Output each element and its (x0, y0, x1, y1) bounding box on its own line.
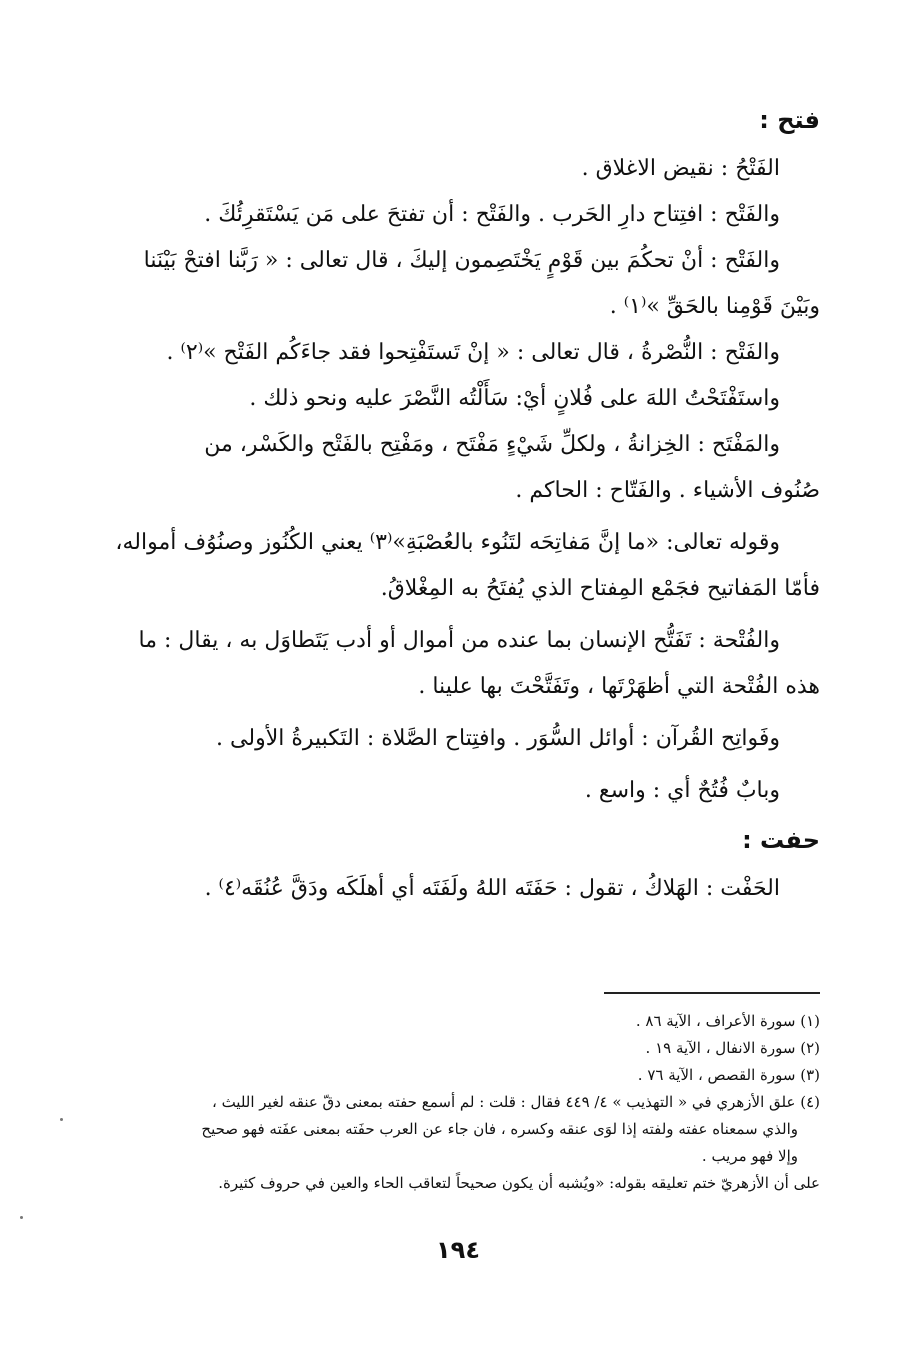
definition-line: والفَتْح : افتِتاح دارِ الحَرب . والفَتْح : أن تفتحَ على مَن يَسْتَقرِئُكَ . (204, 202, 780, 227)
definition-line: والفَتْح : أنْ تحكُمَ بين قَوْمٍ يَخْتَصِمون إليكَ ، قال تعالى : « رَبَّنا افتحْ بَيْنَنا (143, 248, 780, 273)
page-number: ١٩٤ (436, 1236, 480, 1264)
entry-heading-haft: حفت : (742, 826, 820, 854)
definition-line-continued: وبَيْنَ قَوْمِنا بالحَقِّ »⁽١⁾ . (609, 294, 820, 319)
definition-line: وفَواتِح القُرآن : أوائل السُّوَر . وافتِتاح الصَّلاة : التَكبيرةُ الأولى . (216, 726, 780, 751)
main-text (88, 100, 820, 912)
footnote-2: (٢) سورة الانفال ، الآية ١٩ . (645, 1039, 820, 1057)
footnotes (86, 1008, 820, 1197)
definition-line: والفُتْحة : تَفَتُّح الإنسان بما عنده من أموال أو أدب يَتَطاوَل به ، يقال : ما (138, 628, 780, 653)
footnote-divider (604, 992, 820, 994)
definition-line: الحَفْت : الهَلاكُ ، تقول : حَفَتَه اللهُ ولَفَتَه أي أهلَكَه ودَقَّ عُنُقَه⁽٤⁾ . (204, 876, 780, 901)
definition-line: وبابٌ فُتُحٌ أي : واسع . (584, 778, 780, 803)
footnote-4-continued: على أن الأزهريّ ختم تعليقه بقوله: «ويُشبه أن يكون صحيحاً لتعاقب الحاء والعين في حروف كثيرة. (218, 1174, 820, 1192)
scan-speck (20, 1216, 23, 1219)
definition-line: والفَتْح : النُّصْرةُ ، قال تعالى : « إنْ تَستَفْتِحوا فقد جاءَكُم الفَتْح »⁽٢⁾ . (166, 340, 780, 365)
entry-heading-fath: فتح : (759, 106, 820, 134)
definition-line-continued: صُنُوف الأشياء . والفَتّاح : الحاكم . (515, 478, 820, 503)
footnote-1: (١) سورة الأعراف ، الآية ٨٦ . (635, 1012, 820, 1030)
definition-line-continued: هذه الفُتْحة التي أظهَرْتَها ، وتَفَتَّحْتَ بها علينا . (418, 674, 820, 699)
definition-line: وقوله تعالى: «ما إنَّ مَفاتِحَه لتَنُوء بالعُصْبَةِ»⁽٣⁾ يعني الكُنُوز وصنُوُف أمواله، (115, 530, 780, 555)
definition-line: الفَتْحُ : نقيض الاغلاق . (581, 156, 780, 181)
footnote-4: (٤) علق الأزهري في « التهذيب » ٤/ ٤٤٩ فقال : قلت : لم أسمع حفته بمعنى دقّ عنقه لغير الليث ، (211, 1093, 820, 1111)
definition-line-continued: فأمّا المَفاتيح فجَمْع المِفتاح الذي يُفتَحُ به المِغْلاقُ. (380, 576, 820, 601)
definition-line: واستَفْتَحْتُ اللهَ على فُلانٍ أيْ: سَأَلْتُه النَّصْرَ عليه ونحو ذلك . (249, 386, 780, 411)
footnote-4-continued: وإلا فهو مريب . (701, 1147, 798, 1165)
footnote-3: (٣) سورة القصص ، الآية ٧٦ . (637, 1066, 820, 1084)
footnote-4-continued: والذي سمعناه عفته ولفته إذا لوَى عنقه وكسره ، فان جاء عن العرب حفَته بمعنى عفَته فهو صحيح (201, 1120, 798, 1138)
scan-speck (60, 1118, 63, 1121)
definition-line: والمَفْتَح : الخِزانةُ ، ولكلِّ شَيْءٍ مَفْتَح ، ومَفْتِح بالفَتْح والكَسْر، من (204, 432, 780, 457)
